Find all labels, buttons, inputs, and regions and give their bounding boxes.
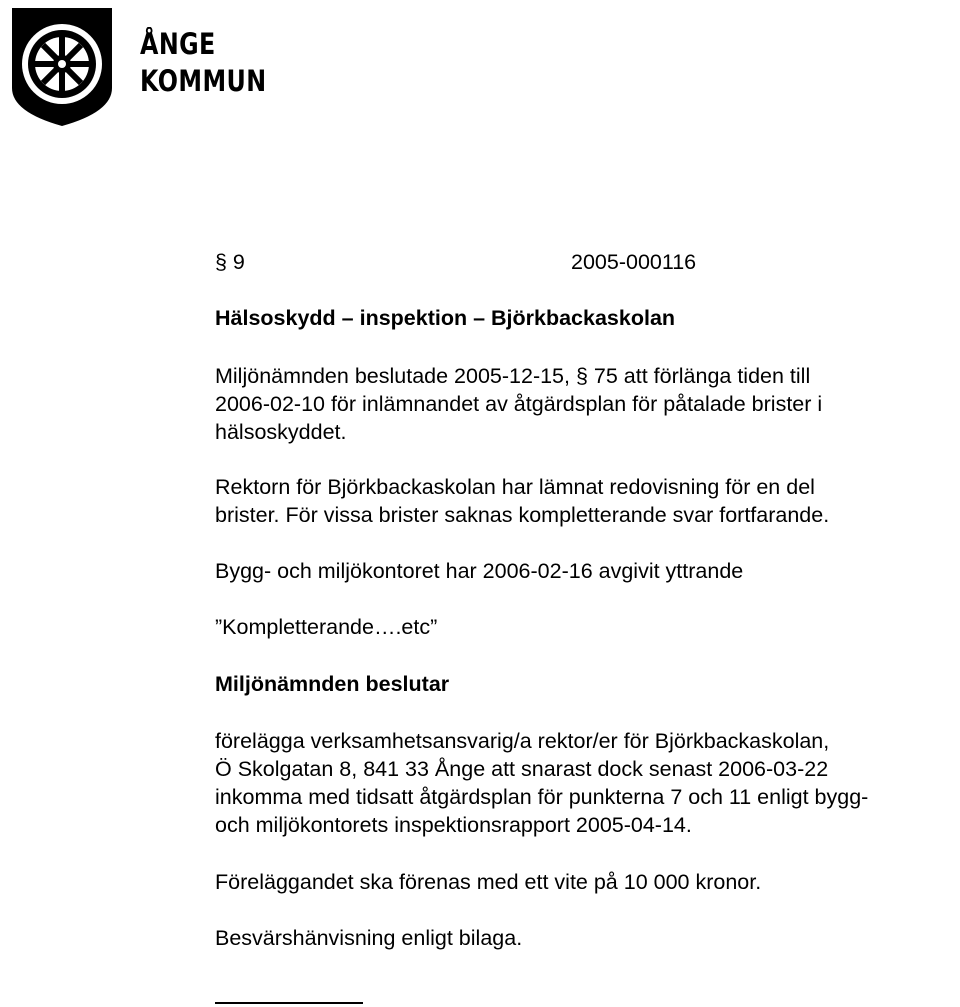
paragraph-line: Rektorn för Björkbackaskolan har lämnat redovisning för en del <box>215 475 815 499</box>
paragraph-line: Miljönämnden beslutade 2005-12-15, § 75 att förlänga tiden till <box>215 364 811 388</box>
org-name-line2: KOMMUN <box>140 64 267 98</box>
decision-line: och miljökontorets inspektionsrapport 2005-04-14. <box>215 813 692 837</box>
org-name-line1: ÅNGE <box>140 27 216 61</box>
decision-heading: Miljönämnden beslutar <box>215 672 450 696</box>
decision-line: inkomma med tidsatt åtgärdsplan för punkterna 7 och 11 enligt bygg- <box>215 785 869 809</box>
wheel-shield-logo <box>6 4 118 128</box>
appeal-text: Besvärshänvisning enligt bilaga. <box>215 926 523 950</box>
paragraph-line: brister. För vissa brister saknas kompletterande svar fortfarande. <box>215 503 830 527</box>
case-number: 2005-000116 <box>571 250 697 274</box>
section-number: § 9 <box>215 250 245 274</box>
decision-line: förelägga verksamhetsansvarig/a rektor/er för Björkbackaskolan, <box>215 729 830 753</box>
paragraph-line: hälsoskyddet. <box>215 420 347 444</box>
quoted-statement: ”Kompletterande….etc” <box>215 615 438 639</box>
decision-line: Ö Skolgatan 8, 841 33 Ånge att snarast dock senast 2006-03-22 <box>215 757 829 781</box>
penalty-text: Föreläggandet ska förenas med ett vite på 10 000 kronor. <box>215 870 762 894</box>
paragraph-line: Bygg- och miljökontoret har 2006-02-16 avgivit yttrande <box>215 559 744 583</box>
item-title: Hälsoskydd – inspektion – Björkbackaskolan <box>215 306 676 330</box>
footnote-divider <box>215 1002 363 1004</box>
org-name <box>140 26 267 100</box>
paragraph-line: 2006-02-10 för inlämnandet av åtgärdsplan för påtalade brister i <box>215 392 823 416</box>
